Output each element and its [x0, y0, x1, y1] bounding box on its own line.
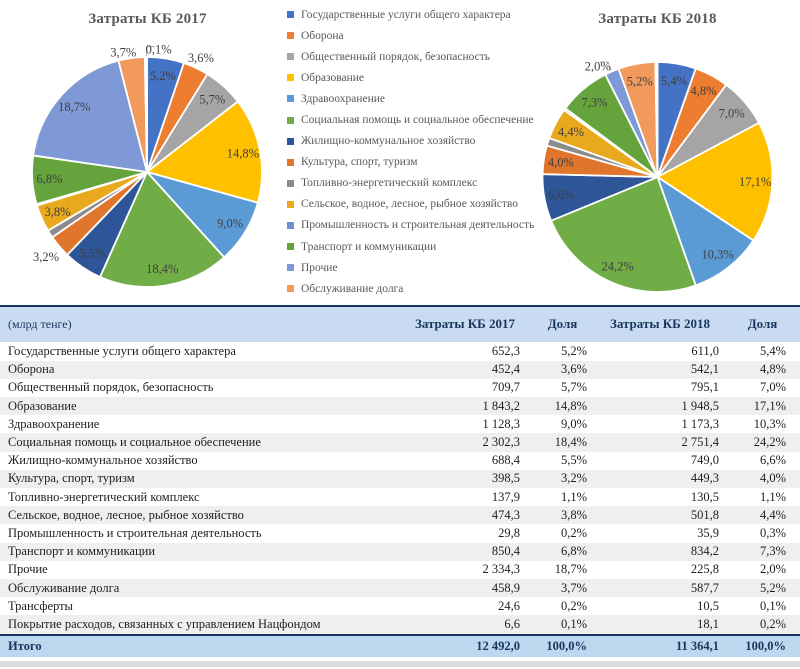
share-2018: 2,0% [759, 562, 786, 577]
legend-label: Топливно-энергетический комплекс [301, 177, 478, 190]
share-2017: 0,2% [560, 598, 587, 613]
share-2018: 100,0% [745, 638, 786, 653]
share-2018: 4,8% [759, 362, 786, 377]
pie-label: 3,7% [110, 45, 137, 60]
table-row [0, 452, 800, 470]
table-row [0, 379, 800, 397]
legend-item [287, 152, 512, 173]
pie-label: 4,4% [557, 124, 585, 139]
table-row [0, 615, 800, 634]
share-2017: 18,7% [554, 562, 587, 577]
value-2017: 398,5 [491, 471, 520, 486]
legend-label: Прочие [301, 261, 338, 274]
share-2018: 10,3% [753, 416, 786, 431]
pie-label: 7,3% [581, 95, 608, 110]
share-2018: 24,2% [753, 435, 786, 450]
legend-item [287, 215, 535, 236]
value-2017: 6,6 [504, 616, 520, 631]
share-2017: 9,0% [560, 416, 587, 431]
row-name: Социальная помощь и социальное обеспечение [8, 435, 261, 450]
row-name: Промышленность и строительная деятельность [8, 525, 262, 540]
share-2017: 0,1% [560, 616, 587, 631]
share-2017: 3,2% [560, 471, 587, 486]
share-2017: 5,2% [560, 344, 587, 359]
pie-label: 9,0% [217, 216, 244, 231]
value-2017: 850,4 [491, 544, 520, 559]
share-2018: 5,2% [759, 580, 786, 595]
pie-label: 18,7% [58, 100, 91, 115]
value-2017: 452,4 [491, 362, 520, 377]
value-2017: 29,8 [498, 525, 520, 540]
row-name: Итого [8, 638, 42, 653]
legend-label: Транспорт и коммуникации [301, 240, 437, 253]
row-name: Общественный порядок, безопасность [8, 380, 214, 395]
legend-bullet-icon [287, 159, 294, 166]
legend-item [287, 46, 512, 67]
legend-item [287, 278, 512, 299]
value-2018: 501,8 [690, 507, 719, 522]
share-2017: 6,8% [560, 544, 587, 559]
table-row [0, 579, 800, 597]
pie-label: 18,4% [146, 261, 179, 276]
legend-bullet-icon [287, 32, 294, 39]
table-row [0, 597, 800, 615]
value-2018: 130,5 [690, 489, 719, 504]
value-2017: 2 334,3 [482, 562, 520, 577]
table-header-row [0, 306, 800, 342]
legend-bullet-icon [287, 285, 294, 292]
share-2017: 0,2% [560, 525, 587, 540]
legend-label: Общественный порядок, безопасность [301, 50, 491, 63]
value-2017: 137,9 [491, 489, 520, 504]
legend-item [287, 131, 512, 152]
value-2017: 1 843,2 [482, 398, 520, 413]
legend-label: Государственные услуги общего характера [301, 8, 511, 21]
share-2018: 6,6% [759, 453, 786, 468]
pie-label: 24,2% [601, 259, 634, 274]
pie-2018 [515, 0, 800, 305]
header-2017: Затраты КБ 2017 [414, 316, 516, 332]
table-row [0, 561, 800, 579]
value-2018: 587,7 [690, 580, 719, 595]
share-2017: 100,0% [546, 638, 587, 653]
table-row [0, 524, 800, 542]
legend-item [287, 173, 512, 194]
legend-bullet-icon [287, 117, 294, 124]
value-2017: 1 128,3 [482, 416, 520, 431]
value-2018: 749,0 [690, 453, 719, 468]
pie-slice [146, 57, 147, 172]
share-2018: 7,0% [759, 380, 786, 395]
legend-label: Обслуживание долга [301, 282, 404, 295]
pie-label: 2,0% [584, 59, 611, 74]
value-2018: 18,1 [697, 616, 719, 631]
value-2018: 2 751,4 [681, 435, 719, 450]
row-name: Государственные услуги общего характера [8, 344, 236, 359]
legend-item [287, 257, 512, 278]
share-2017: 14,8% [554, 398, 587, 413]
legend-bullet-icon [287, 243, 294, 250]
legend-label: Социальная помощь и социальное обеспечение [301, 114, 534, 127]
pie-label: 5,2% [626, 74, 653, 89]
legend-item [287, 88, 512, 109]
pie-legend [287, 4, 535, 299]
pie-label: 5,5% [79, 246, 106, 261]
row-name: Здравоохранение [8, 416, 100, 431]
share-2018: 5,4% [759, 344, 786, 359]
share-2018: 0,2% [759, 616, 786, 631]
share-2018: 4,4% [759, 507, 786, 522]
header-share-2018: Доля [747, 316, 778, 332]
value-2017: 458,9 [491, 580, 520, 595]
value-2018: 834,2 [690, 544, 719, 559]
value-2018: 10,5 [697, 598, 719, 613]
pie-label: 7,0% [718, 106, 745, 121]
pie-chart-2018 [515, 0, 800, 305]
pie-label: 3,8% [44, 204, 71, 219]
pie-label: 4,8% [690, 84, 717, 99]
pie-label: 14,8% [226, 146, 260, 161]
legend-bullet-icon [287, 138, 294, 145]
pie-label: 4,0% [547, 155, 574, 170]
pie-label: 10,3% [701, 247, 734, 262]
legend-item [287, 67, 512, 88]
value-2018: 35,9 [697, 525, 719, 540]
legend-bullet-icon [287, 11, 294, 18]
share-2017: 3,6% [560, 362, 587, 377]
value-2018: 611,0 [691, 344, 719, 359]
header-unit: (млрд тенге) [8, 316, 72, 331]
row-name: Трансферты [8, 598, 73, 613]
table-body [0, 342, 800, 657]
header-share-2017: Доля [547, 316, 578, 332]
table-row [0, 506, 800, 524]
pie-label: 3,2% [32, 250, 60, 265]
share-2018: 4,0% [759, 471, 786, 486]
value-2017: 652,3 [491, 344, 520, 359]
row-name: Топливно-энергетический комплекс [8, 489, 200, 504]
value-2017: 2 302,3 [482, 435, 520, 450]
value-2018: 1 173,3 [681, 416, 719, 431]
bottom-edge-strip [0, 661, 800, 667]
pie-label: 3,6% [187, 50, 214, 65]
legend-bullet-icon [287, 53, 294, 60]
row-name: Оборона [8, 362, 55, 377]
value-2017: 709,7 [491, 380, 520, 395]
share-2017: 3,8% [560, 507, 587, 522]
table-total-row [0, 635, 800, 657]
table-row [0, 342, 800, 361]
legend-bullet-icon [287, 201, 294, 208]
share-2017: 5,7% [560, 380, 587, 395]
header-2018: Затраты КБ 2018 [609, 316, 711, 332]
legend-item [287, 25, 512, 46]
expenditure-table [0, 305, 800, 657]
table-row [0, 397, 800, 415]
pie-label: 5,2% [149, 68, 176, 83]
share-2018: 7,3% [759, 544, 786, 559]
share-2017: 1,1% [560, 489, 587, 504]
pie-label: 17,1% [738, 174, 772, 189]
row-name: Культура, спорт, туризм [8, 471, 135, 486]
legend-label: Образование [301, 71, 365, 84]
share-2018: 0,3% [759, 525, 786, 540]
pie-label: 5,4% [660, 74, 688, 89]
value-2017: 474,3 [491, 507, 520, 522]
legend-item [287, 4, 512, 25]
chart-title-2018: Затраты КБ 2018 [598, 11, 717, 27]
legend-item [287, 236, 512, 257]
row-name: Сельское, водное, лесное, рыбное хозяйство [8, 507, 244, 522]
legend-item [287, 109, 534, 130]
row-name: Транспорт и коммуникации [8, 544, 156, 559]
pie-label: 5,7% [199, 92, 226, 107]
value-2018: 11 364,1 [675, 638, 719, 653]
table-row [0, 433, 800, 451]
pie-2017 [5, 0, 290, 305]
row-name: Образование [8, 398, 77, 413]
share-2018: 17,1% [753, 398, 786, 413]
legend-bullet-icon [287, 264, 294, 271]
value-2017: 12 492,0 [476, 638, 520, 653]
share-2017: 5,5% [560, 453, 587, 468]
legend-label: Культура, спорт, туризм [301, 156, 418, 169]
row-name: Жилищно-коммунальное хозяйство [8, 453, 198, 468]
value-2018: 542,1 [690, 362, 719, 377]
table-row [0, 415, 800, 433]
pie-chart-2017 [5, 0, 290, 305]
row-name: Прочие [8, 562, 48, 577]
legend-item [287, 194, 519, 215]
table-row [0, 488, 800, 506]
value-2018: 225,8 [690, 562, 719, 577]
row-name: Покрытие расходов, связанных с управлением Нацфондом [8, 616, 321, 631]
share-2018: 1,1% [759, 489, 786, 504]
pie-label: 6,6% [548, 188, 575, 203]
legend-label: Жилищно-коммунальное хозяйство [301, 135, 476, 148]
legend-label: Промышленность и строительная деятельность [301, 219, 535, 232]
pie-label: 6,8% [36, 172, 63, 187]
value-2017: 24,6 [498, 598, 520, 613]
table-row [0, 470, 800, 488]
legend-bullet-icon [287, 74, 294, 81]
legend-label: Здравоохранение [301, 92, 386, 105]
legend-bullet-icon [287, 222, 294, 229]
share-2017: 18,4% [554, 435, 587, 450]
legend-label: Оборона [301, 29, 344, 42]
share-2017: 3,7% [560, 580, 587, 595]
table-row [0, 361, 800, 379]
row-name: Обслуживание долга [8, 580, 120, 595]
table-row [0, 543, 800, 561]
pie-label: 0,1% [145, 42, 172, 57]
legend-label: Сельское, водное, лесное, рыбное хозяйство [301, 198, 519, 211]
value-2018: 795,1 [690, 380, 719, 395]
legend-bullet-icon [287, 180, 294, 187]
legend-bullet-icon [287, 95, 294, 102]
value-2017: 688,4 [491, 453, 520, 468]
value-2018: 1 948,5 [681, 398, 719, 413]
share-2018: 0,1% [759, 598, 786, 613]
value-2018: 449,3 [690, 471, 719, 486]
chart-title-2017: Затраты КБ 2017 [88, 11, 207, 27]
